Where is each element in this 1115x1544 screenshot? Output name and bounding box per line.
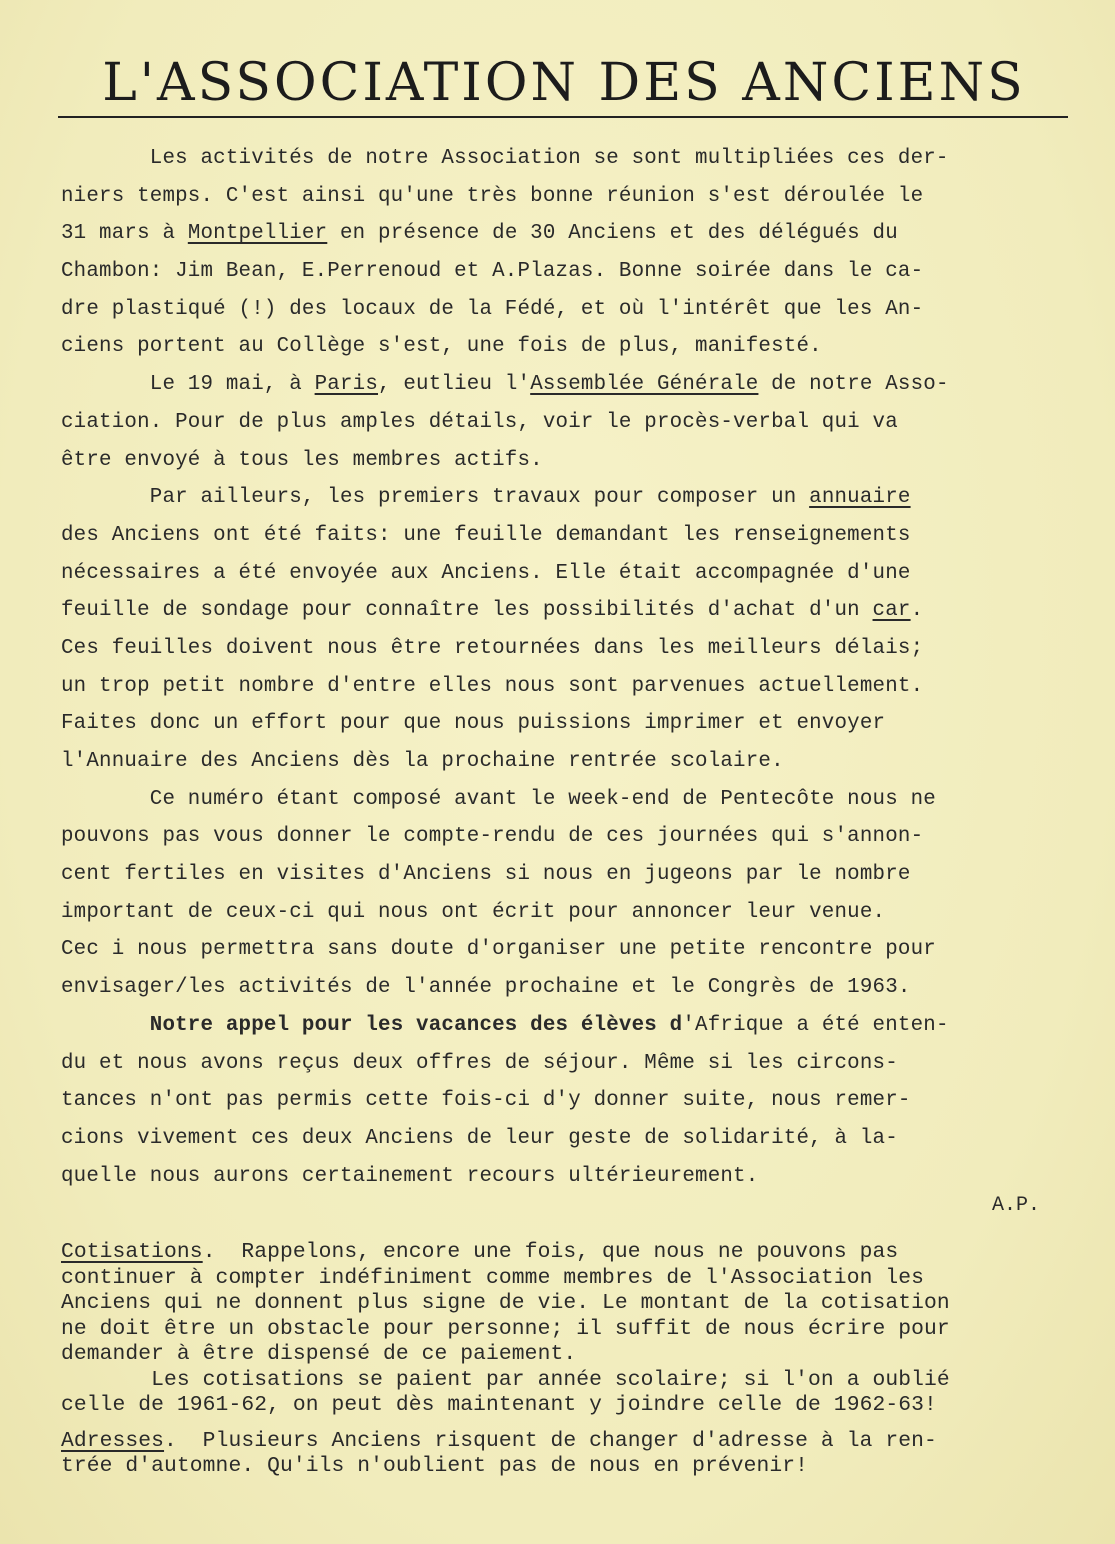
- text-line: Cec i nous permettra sans doute d'organiser une petite rencontre pour: [61, 938, 936, 962]
- text-line: ciens portent au Collège s'est, une fois de plus, manifesté.: [61, 335, 822, 359]
- text-line: demander à être dispensé de ce paiement.: [61, 1342, 577, 1366]
- adresses-label: Adresses: [61, 1428, 165, 1453]
- text-line: celle de 1961-62, on peut dès maintenant y joindre celle de 1962-63!: [61, 1393, 937, 1417]
- text-segment: en présence de 30 Anciens et des délégués du: [327, 222, 898, 246]
- text-line: [61, 366, 1086, 404]
- text-segment: .: [910, 599, 924, 623]
- text-segment: 'Afrique a été enten-: [682, 1013, 949, 1037]
- text-line: dre plastiqué (!) des locaux de la Fédé, et où l'intérêt que les An-: [61, 297, 924, 321]
- text-line: Chambon: Jim Bean, E.Perrenoud et A.Plazas. Bonne soirée dans le ca-: [61, 260, 924, 284]
- text-line: nécessaires a été envoyée aux Anciens. Elle était accompagnée d'une: [61, 561, 911, 585]
- text-line: [61, 1429, 1091, 1455]
- text-line: important de ceux-ci qui nous ont écrit pour annoncer leur venue.: [61, 900, 886, 924]
- text-line: du et nous avons reçus deux offres de séjour. Même si les circons-: [61, 1051, 898, 1075]
- place-paris: Paris: [314, 373, 379, 397]
- place-montpellier: Montpellier: [187, 222, 328, 246]
- text-segment: Le 19 mai, à: [61, 373, 315, 397]
- text-line: ne doit être un obstacle pour personne; il suffit de nous écrire pour: [61, 1316, 950, 1341]
- text-line: [61, 479, 1086, 517]
- text-line: tances n'ont pas permis cette fois-ci d'y donner suite, nous remer-: [61, 1089, 911, 1113]
- text-line: des Anciens ont été faits: une feuille demandant les renseignements: [61, 523, 911, 547]
- text-line: niers temps. C'est ainsi qu'une très bonne réunion s'est déroulée le: [61, 184, 924, 208]
- text-segment: , eutlieu l': [378, 373, 531, 397]
- text-line: cions vivement ces deux Anciens de leur geste de solidarité, à la-: [61, 1126, 898, 1150]
- article-body: [61, 140, 1086, 1195]
- text-line: envisager/les activités de l'année prochaine et le Congrès de 1963.: [61, 976, 911, 1000]
- text-segment: Par ailleurs, les premiers travaux pour composer un: [61, 486, 810, 510]
- car-word: car: [872, 599, 911, 623]
- text-line: l'Annuaire des Anciens dès la prochaine rentrée scolaire.: [61, 750, 784, 773]
- assemblee-generale: Assemblée Générale: [530, 373, 759, 397]
- text-segment: [61, 1014, 150, 1037]
- text-line: Anciens qui ne donnent plus signe de vie. Le montant de la cotisation: [61, 1291, 950, 1315]
- title-underline: [58, 116, 1068, 118]
- text-line: cent fertiles en visites d'Anciens si nous en jugeons par le nombre: [61, 863, 911, 887]
- text-line: un trop petit nombre d'entre elles nous sont parvenues actuellement.: [61, 674, 924, 698]
- text-line: Faites donc un effort pour que nous puissions imprimer et envoyer: [61, 712, 886, 736]
- text-segment: . Rappelons, encore une fois, que nous ne pouvons pas: [202, 1240, 899, 1264]
- text-line: ciation. Pour de plus amples détails, voir le procès-verbal qui va: [61, 410, 898, 434]
- text-line: être envoyé à tous les membres actifs.: [61, 448, 543, 472]
- text-line: [61, 592, 1086, 630]
- text-line: pouvons pas vous donner le compte-rendu de ces journées qui s'annon-: [61, 825, 924, 849]
- cotisations-label: Cotisations: [61, 1240, 203, 1264]
- text-line: Les cotisations se paient par année scolaire; si l'on a oublié: [61, 1367, 950, 1392]
- text-segment: feuille de sondage pour connaître les possibilités d'achat d'un: [61, 599, 873, 623]
- text-line: continuer à compter indéfiniment comme membres de l'Association les: [61, 1265, 924, 1290]
- text-line: [61, 1007, 1086, 1045]
- text-segment: de notre Asso-: [758, 373, 949, 397]
- text-line: Les activités de notre Association se sont multipliées ces der-: [61, 147, 949, 170]
- page-title: L'ASSOCIATION DES ANCIENS: [102, 53, 1026, 113]
- bold-appeal: Notre appel pour les vacances des élèves d: [149, 1013, 683, 1037]
- text-segment: 31 mars à: [61, 222, 188, 246]
- text-line: quelle nous aurons certainement recours ultérieurement.: [61, 1164, 759, 1188]
- signature: A.P.: [992, 1194, 1041, 1217]
- annuaire-word: annuaire: [809, 486, 911, 510]
- notes-section: [61, 1240, 1091, 1480]
- text-line: [61, 215, 1086, 253]
- spacer: [61, 1419, 1091, 1429]
- text-segment: . Plusieurs Anciens risquent de changer d'adresse à la ren-: [164, 1428, 937, 1453]
- text-line: trée d'automne. Qu'ils n'oublient pas de nous en prévenir!: [61, 1454, 809, 1478]
- text-line: Ce numéro étant composé avant le week-end de Pentecôte nous ne: [61, 787, 936, 811]
- text-line: Ces feuilles doivent nous être retournées dans les meilleurs délais;: [61, 636, 924, 660]
- text-line: [61, 1240, 1091, 1266]
